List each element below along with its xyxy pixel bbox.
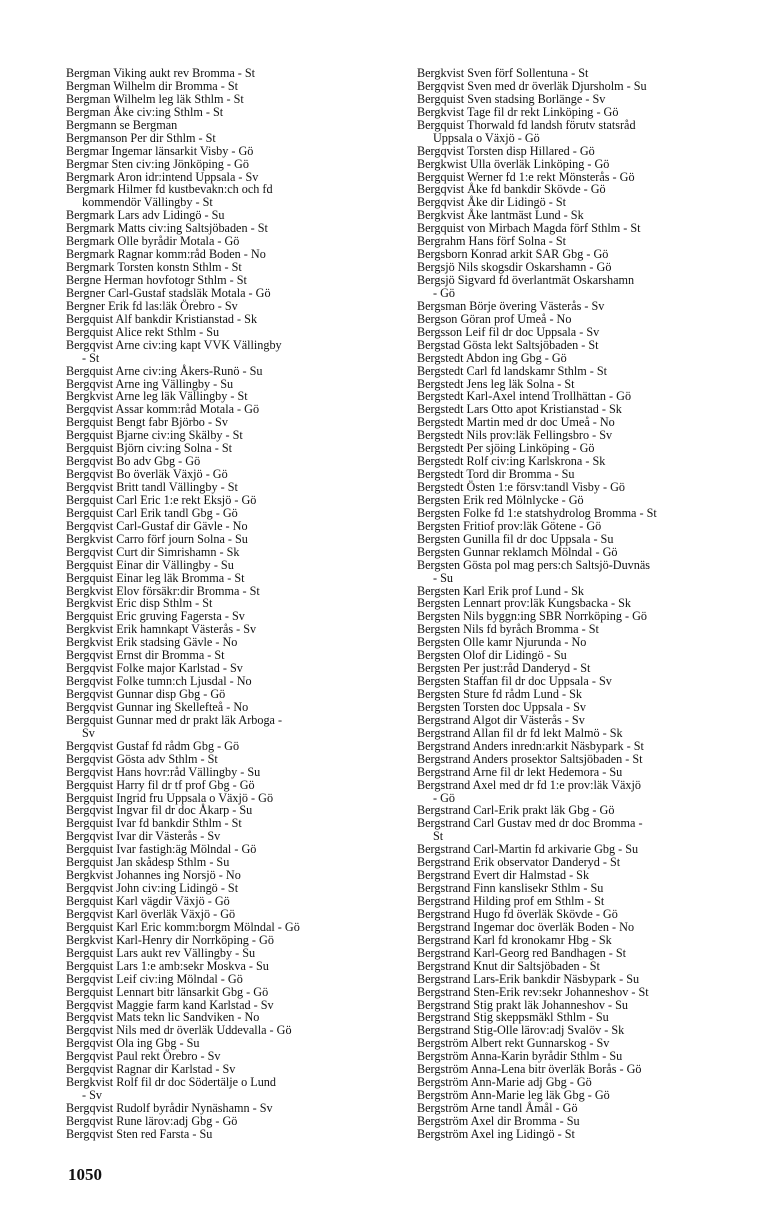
entry-text: Bergqvist Torsten disp Hillared - Gö bbox=[417, 143, 595, 158]
entry-text: Bergstedt Karl-Axel intend Trollhättan - Gö bbox=[417, 389, 632, 404]
entry-text: Bergsten Lennart prov:läk Kungsbacka - Sk bbox=[417, 596, 632, 611]
entry-text: Bergqvist Folke major Karlstad - Sv bbox=[66, 661, 243, 676]
directory-entry bbox=[417, 779, 737, 805]
entry-text: Bergsten Per just:råd Danderyd - St bbox=[417, 661, 591, 676]
entry-text: Bergmanson Per dir Sthlm - St bbox=[66, 130, 216, 145]
entry-text: Bergne Herman hovfotogr Sthlm - St bbox=[66, 273, 247, 287]
entry-text: Bergqvist Folke tumn:ch Ljusdal - No bbox=[66, 674, 252, 689]
entry-text: Bergqvist Sten red Farsta - Su bbox=[66, 1126, 213, 1141]
entry-text: Bergmark Aron idr:intend Uppsala - Sv bbox=[66, 169, 259, 184]
entry-text: Bergsten Olof dir Lidingö - Su bbox=[417, 648, 567, 663]
entry-text: Bergsjö Sigvard fd överlantmät Oskarshamn bbox=[417, 273, 635, 287]
entry-text: Bergquist Ingrid fru Uppsala o Växjö - Gö bbox=[66, 790, 274, 805]
entry-text: Bergqvist Ivar dir Västerås - Sv bbox=[66, 829, 221, 844]
entry-text: Bergman Wilhelm dir Bromma - St bbox=[66, 78, 239, 93]
directory-entry bbox=[66, 1076, 386, 1102]
entry-text: Bergsborn Konrad arkit SAR Gbg - Gö bbox=[417, 247, 609, 262]
entry-text: Bergstedt Abdon ing Gbg - Gö bbox=[417, 350, 567, 365]
directory-entry bbox=[417, 119, 737, 145]
entry-text: Bergqvist Karl överläk Växjö - Gö bbox=[66, 906, 236, 921]
entry-text: Bergqvist Ola ing Gbg - Su bbox=[66, 1036, 200, 1051]
entry-text: Bergquist Sven stadsing Borlänge - Sv bbox=[417, 91, 606, 106]
entry-text: Bergquist Alf bankdir Kristianstad - Sk bbox=[66, 311, 258, 326]
entry-text: Bergsten Erik red Mölnlycke - Gö bbox=[417, 492, 584, 507]
entry-text: Bergquist Carl Eric 1:e rekt Eksjö - Gö bbox=[66, 492, 257, 507]
entry-text: Bergquist Karl Eric komm:borgm Mölndal - Gö bbox=[66, 919, 300, 934]
entry-text: Bergström Anna-Karin byrådir Sthlm - Su bbox=[417, 1049, 623, 1064]
entry-text: Bergstedt Östen 1:e försv:tandl Visby - Gö bbox=[417, 480, 626, 494]
entry-text: Bergstrand Stig-Olle lärov:adj Svalöv - Sk bbox=[417, 1023, 625, 1038]
entry-text: Bergström Axel dir Bromma - Su bbox=[417, 1113, 580, 1128]
entry-text: Bergquist Ivar fastigh:äg Mölndal - Gö bbox=[66, 842, 257, 857]
entry-text: Bergmark Torsten konstn Sthlm - St bbox=[66, 260, 242, 275]
entry-text: Bergqvist Assar komm:råd Motala - Gö bbox=[66, 402, 260, 417]
entry-text: Bergmark Matts civ:ing Saltsjöbaden - St bbox=[66, 221, 268, 236]
entry-text: Bergqvist Gunnar disp Gbg - Gö bbox=[66, 687, 226, 701]
entry-text: Bergkvist Johannes ing Norsjö - No bbox=[66, 868, 241, 883]
entry-text: Bergquist Lars aukt rev Vällingby - Su bbox=[66, 945, 256, 960]
entry-text: Bergstrand Stig skeppsmäkl Sthlm - Su bbox=[417, 1010, 609, 1025]
entry-continuation: - Gö bbox=[433, 285, 456, 300]
entry-text: Bergkvist Sven förf Sollentuna - St bbox=[417, 66, 589, 80]
directory-entry bbox=[417, 1128, 737, 1141]
entry-text: Bergquist Einar leg läk Bromma - St bbox=[66, 570, 245, 585]
entry-text: Bergsson Leif fil dr doc Uppsala - Sv bbox=[417, 324, 600, 339]
entry-text: Bergkvist Arne leg läk Vällingby - St bbox=[66, 389, 248, 404]
entry-continuation: - Gö bbox=[433, 790, 456, 805]
entry-text: Bergqvist Åke dir Lidingö - St bbox=[417, 195, 567, 210]
entry-text: Bergman Åke civ:ing Sthlm - St bbox=[66, 104, 224, 119]
entry-text: Bergkvist Tage fil dr rekt Linköping - Gö bbox=[417, 104, 619, 119]
entry-text: Bergquist Bjarne civ:ing Skälby - St bbox=[66, 428, 243, 443]
entry-text: Bergstrand Anders prosektor Saltsjöbaden - St bbox=[417, 751, 643, 766]
entry-text: Bergqvist Bo överläk Växjö - Gö bbox=[66, 467, 228, 482]
entry-text: Bergsjö Nils skogsdir Oskarshamn - Gö bbox=[417, 260, 612, 275]
entry-continuation: - Su bbox=[433, 570, 453, 585]
entry-text: Bergrahm Hans förf Solna - St bbox=[417, 234, 567, 249]
entry-text: Bergstedt Carl fd landskamr Sthlm - St bbox=[417, 363, 608, 378]
entry-text: Bergqvist Nils med dr överläk Uddevalla - Gö bbox=[66, 1023, 292, 1038]
entry-text: Bergstedt Rolf civ:ing Karlskrona - Sk bbox=[417, 454, 606, 469]
entry-text: Bergman Wilhelm leg läk Sthlm - St bbox=[66, 91, 244, 106]
entry-text: Bergström Axel ing Lidingö - St bbox=[417, 1126, 575, 1141]
entry-text: Bergstrand Algot dir Västerås - Sv bbox=[417, 712, 585, 727]
entry-text: Bergsten Gösta pol mag pers:ch Saltsjö-Duvnäs bbox=[417, 557, 650, 572]
entry-continuation: - St bbox=[82, 350, 100, 365]
right-column bbox=[417, 67, 737, 1141]
entry-text: Bergstrand Karl fd kronokamr Hbg - Sk bbox=[417, 932, 612, 947]
entry-text: Bergquist Arne civ:ing Åkers-Runö - Su bbox=[66, 363, 263, 378]
entry-text: Bergström Arne tandl Åmål - Gö bbox=[417, 1101, 578, 1115]
entry-text: Bergsten Staffan fil dr doc Uppsala - Sv bbox=[417, 674, 612, 689]
entry-text: Bergquist Jan skådesp Sthlm - Su bbox=[66, 855, 230, 870]
entry-text: Bergsten Olle kamr Njurunda - No bbox=[417, 635, 587, 650]
entry-text: Bergqvist Arne civ:ing kapt VVK Vällingby bbox=[66, 337, 282, 352]
entry-text: Bergqvist Carl-Gustaf dir Gävle - No bbox=[66, 518, 248, 533]
entry-continuation: - Sv bbox=[82, 1088, 102, 1103]
entry-text: Bergkvist Elov försäkr:dir Bromma - St bbox=[66, 583, 260, 598]
entry-text: Bergstedt Lars Otto apot Kristianstad - Sk bbox=[417, 402, 622, 417]
entry-text: Bergkvist Eric disp Sthlm - St bbox=[66, 596, 213, 611]
entry-text: Bergstrand Hugo fd överläk Skövde - Gö bbox=[417, 906, 618, 921]
entry-text: Bergmark Lars adv Lidingö - Su bbox=[66, 208, 225, 223]
entry-text: Bergqvist John civ:ing Lidingö - St bbox=[66, 881, 239, 896]
entry-text: Bergkwist Ulla överläk Linköping - Gö bbox=[417, 156, 610, 171]
entry-text: Bergstrand Knut dir Saltsjöbaden - St bbox=[417, 958, 600, 973]
entry-text: Bergkvist Karl-Henry dir Norrköping - Gö bbox=[66, 932, 274, 947]
entry-text: Bergqvist Rudolf byrådir Nynäshamn - Sv bbox=[66, 1101, 273, 1115]
entry-text: Bergqvist Arne ing Vällingby - Su bbox=[66, 376, 234, 391]
page-number: 1050 bbox=[68, 1165, 102, 1184]
entry-text: Bergquist Gunnar med dr prakt läk Arboga - bbox=[66, 712, 283, 727]
entry-text: Bergquist Thorwald fd landsh förutv statsråd bbox=[417, 117, 636, 132]
entry-text: Bergson Göran prof Umeå - No bbox=[417, 311, 572, 326]
entry-text: Bergsten Sture fd rådm Lund - Sk bbox=[417, 687, 582, 701]
entry-continuation: kommendör Vällingby - St bbox=[82, 195, 213, 210]
entry-text: Bergström Ann-Marie leg läk Gbg - Gö bbox=[417, 1088, 610, 1103]
entry-text: Bergqvist Maggie farm kand Karlstad - Sv bbox=[66, 997, 274, 1012]
entry-continuation: Uppsala o Växjö - Gö bbox=[433, 130, 540, 145]
entry-text: Bergstedt Tord dir Bromma - Su bbox=[417, 467, 575, 482]
entry-text: Bergstrand Carl Gustav med dr doc Bromma - bbox=[417, 816, 643, 831]
entry-text: Bergquist Lars 1:e amb:sekr Moskva - Su bbox=[66, 958, 269, 973]
entry-text: Bergqvist Curt dir Simrishamn - Sk bbox=[66, 544, 240, 559]
entry-text: Bergsman Börje övering Västerås - Sv bbox=[417, 298, 605, 313]
entry-text: Bergmark Olle byrådir Motala - Gö bbox=[66, 234, 240, 249]
entry-text: Bergkvist Carro förf journ Solna - Su bbox=[66, 531, 248, 546]
directory-entry bbox=[417, 559, 737, 585]
entry-text: Bergsten Gunilla fil dr doc Uppsala - Su bbox=[417, 531, 614, 546]
entry-text: Bergquist Harry fil dr tf prof Gbg - Gö bbox=[66, 777, 255, 792]
entry-text: Bergstad Gösta lekt Saltsjöbaden - St bbox=[417, 337, 599, 352]
entry-text: Bergsten Karl Erik prof Lund - Sk bbox=[417, 583, 584, 598]
entry-text: Bergstrand Ingemar doc överläk Boden - No bbox=[417, 919, 635, 934]
entry-text: Bergqvist Rune lärov:adj Gbg - Gö bbox=[66, 1113, 238, 1128]
entry-text: Bergström Ann-Marie adj Gbg - Gö bbox=[417, 1075, 592, 1090]
entry-text: Bergquist Eric gruving Fagersta - Sv bbox=[66, 609, 245, 624]
entry-text: Bergmark Ragnar komm:råd Boden - No bbox=[66, 247, 266, 262]
entry-text: Bergstedt Nils prov:läk Fellingsbro - Sv bbox=[417, 428, 613, 443]
entry-text: Bergstrand Anders inredn:arkit Näsbypark - St bbox=[417, 738, 644, 753]
entry-text: Bergstedt Jens leg läk Solna - St bbox=[417, 376, 575, 391]
entry-text: Bergquist Bengt fabr Björbo - Sv bbox=[66, 415, 228, 430]
entry-text: Bergstrand Finn kanslisekr Sthlm - Su bbox=[417, 881, 604, 896]
entry-text: Bergkvist Åke lantmäst Lund - Sk bbox=[417, 208, 584, 223]
entry-text: Bergstrand Erik observator Danderyd - St bbox=[417, 855, 621, 870]
entry-text: Bergkvist Erik hamnkapt Västerås - Sv bbox=[66, 622, 257, 637]
entry-text: Bergstrand Axel med dr fd 1:e prov:läk Växjö bbox=[417, 777, 641, 792]
entry-continuation: St bbox=[433, 829, 444, 844]
entry-text: Bergquist Alice rekt Sthlm - Su bbox=[66, 324, 220, 339]
entry-text: Bergstrand Carl-Martin fd arkivarie Gbg - Su bbox=[417, 842, 639, 857]
entry-text: Bergquist Björn civ:ing Solna - St bbox=[66, 441, 233, 456]
entry-text: Bergstrand Lars-Erik bankdir Näsbypark - Su bbox=[417, 971, 640, 986]
entry-text: Bergquist Ivar fd bankdir Sthlm - St bbox=[66, 816, 242, 831]
directory-entry bbox=[417, 274, 737, 300]
entry-text: Bergqvist Åke fd bankdir Skövde - Gö bbox=[417, 182, 606, 197]
entry-text: Bergstedt Martin med dr doc Umeå - No bbox=[417, 415, 615, 430]
entry-text: Bergsten Nils byggn:ing SBR Norrköping - Gö bbox=[417, 609, 647, 624]
entry-text: Bergkvist Rolf fil dr doc Södertälje o Lund bbox=[66, 1075, 276, 1090]
entry-text: Bergner Erik fd las:läk Örebro - Sv bbox=[66, 298, 238, 313]
entry-text: Bergquist Einar dir Vällingby - Su bbox=[66, 557, 234, 572]
entry-text: Bergström Anna-Lena bitr överläk Borås - Gö bbox=[417, 1062, 642, 1077]
entry-text: Bergkvist Erik stadsing Gävle - No bbox=[66, 635, 238, 650]
entry-text: Bergqvist Mats tekn lic Sandviken - No bbox=[66, 1010, 260, 1025]
directory-entry bbox=[66, 339, 386, 365]
entry-text: Bergsten Nils fd byråch Bromma - St bbox=[417, 622, 599, 637]
entry-text: Bergmar Ingemar länsarkit Visby - Gö bbox=[66, 143, 254, 158]
entry-text: Bergqvist Bo adv Gbg - Gö bbox=[66, 454, 201, 469]
entry-text: Bergqvist Ragnar dir Karlstad - Sv bbox=[66, 1062, 236, 1077]
entry-text: Bergström Albert rekt Gunnarskog - Sv bbox=[417, 1036, 610, 1051]
entry-text: Bergstrand Allan fil dr fd lekt Malmö - Sk bbox=[417, 725, 623, 740]
entry-text: Bergqvist Sven med dr överläk Djursholm - Su bbox=[417, 78, 647, 93]
entry-text: Bergstrand Carl-Erik prakt läk Gbg - Gö bbox=[417, 803, 615, 818]
entry-text: Bergstedt Per sjöing Linköping - Gö bbox=[417, 441, 595, 456]
entry-text: Bergstrand Karl-Georg red Bandhagen - St bbox=[417, 945, 627, 960]
entry-continuation: Sv bbox=[82, 725, 95, 740]
directory-entry bbox=[66, 1128, 386, 1141]
entry-text: Bergquist von Mirbach Magda förf Sthlm - St bbox=[417, 221, 641, 236]
entry-text: Bergmar Sten civ:ing Jönköping - Gö bbox=[66, 156, 249, 171]
entry-text: Bergqvist Gunnar ing Skellefteå - No bbox=[66, 699, 249, 714]
entry-text: Bergsten Folke fd 1:e statshydrolog Bromma - St bbox=[417, 505, 657, 520]
directory-entry bbox=[417, 817, 737, 843]
entry-text: Bergstrand Evert dir Halmstad - Sk bbox=[417, 868, 590, 883]
entry-text: Bergman Viking aukt rev Bromma - St bbox=[66, 66, 256, 80]
entry-text: Bergqvist Britt tandl Vällingby - St bbox=[66, 480, 238, 494]
entry-text: Bergquist Lennart bitr länsarkit Gbg - Gö bbox=[66, 984, 269, 999]
entry-text: Bergquist Carl Erik tandl Gbg - Gö bbox=[66, 505, 238, 520]
entry-text: Bergquist Werner fd 1:e rekt Mönsterås - Gö bbox=[417, 169, 635, 184]
directory-entry bbox=[66, 714, 386, 740]
entry-text: Bergqvist Leif civ:ing Mölndal - Gö bbox=[66, 971, 243, 986]
entry-text: Bergmann se Bergman bbox=[66, 117, 178, 132]
entry-text: Bergner Carl-Gustaf stadsläk Motala - Gö bbox=[66, 285, 271, 300]
entry-text: Bergstrand Sten-Erik rev:sekr Johanneshov - St bbox=[417, 984, 649, 999]
entry-text: Bergqvist Ernst dir Bromma - St bbox=[66, 648, 225, 663]
entry-text: Bergstrand Arne fil dr lekt Hedemora - Su bbox=[417, 764, 623, 779]
entry-text: Bergqvist Paul rekt Örebro - Sv bbox=[66, 1049, 221, 1064]
entry-text: Bergqvist Ingvar fil dr doc Åkarp - Su bbox=[66, 803, 253, 818]
entry-text: Bergqvist Gösta adv Sthlm - St bbox=[66, 751, 218, 766]
entry-text: Bergstrand Hilding prof em Sthlm - St bbox=[417, 894, 605, 908]
entry-text: Bergsten Torsten doc Uppsala - Sv bbox=[417, 699, 586, 714]
entry-text: Bergsten Fritiof prov:läk Götene - Gö bbox=[417, 518, 602, 533]
entry-text: Bergsten Gunnar reklamch Mölndal - Gö bbox=[417, 544, 618, 559]
left-column bbox=[66, 67, 386, 1141]
entry-text: Bergquist Karl vägdir Växjö - Gö bbox=[66, 894, 230, 908]
entry-text: Bergqvist Hans hovr:råd Vällingby - Su bbox=[66, 764, 261, 779]
entry-text: Bergmark Hilmer fd kustbevakn:ch och fd bbox=[66, 182, 273, 197]
entry-text: Bergstrand Stig prakt läk Johanneshov - Su bbox=[417, 997, 629, 1012]
directory-entry bbox=[66, 183, 386, 209]
entry-text: Bergqvist Gustaf fd rådm Gbg - Gö bbox=[66, 738, 240, 753]
